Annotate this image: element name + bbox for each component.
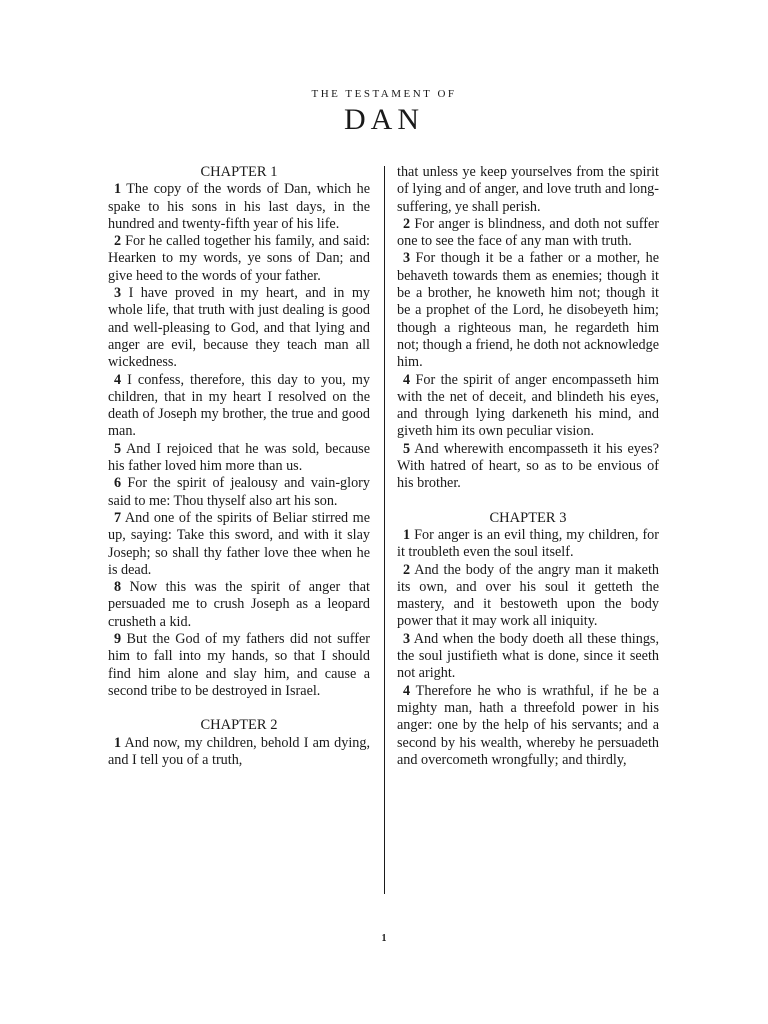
verse-text: But the God of my fathers did not suffer him to fall into my hands, so that I should find him alone and slay him, and cause a second tribe to be destroyed in Israel. [108, 631, 370, 699]
verse-number: 2 [403, 561, 411, 578]
book-title: DAN [344, 103, 424, 136]
verse-text: And I rejoiced that he was sold, because his father loved him more than us. [108, 440, 370, 475]
verse-number: 6 [114, 475, 122, 492]
verse [108, 441, 370, 476]
chapter-heading: CHAPTER 1 [200, 164, 278, 180]
page-number: 1 [381, 933, 387, 944]
verse-text: For the spirit of anger encompasseth him with the net of deceit, and blindeth his eyes, and through lying darkeneth his mind, and giveth him its own peculiar vision. [397, 371, 659, 440]
verse-text: I have proved in my heart, and in my whole life, that truth with just dealing is good and well-pleasing to God, and that lying and anger are evil, because they teach man all wickedness. [108, 285, 370, 371]
verse-number: 3 [114, 285, 122, 302]
verse-number: 9 [114, 631, 122, 648]
verse-continuation: that unless ye keep yourselves from the spirit of lying and of anger, and love truth and long-suffering, ye shall perish. [397, 164, 659, 215]
left-column [108, 164, 370, 769]
verse [397, 562, 659, 631]
verse-text: The copy of the words of Dan, which he spake to his sons in his last days, in the hundred and twenty-fifth year of his life. [108, 181, 370, 232]
verse-text: And now, my children, behold I am dying, and I tell you of a truth, [108, 734, 370, 768]
verse-number: 1 [403, 526, 411, 543]
verse [397, 441, 659, 493]
verse-number: 5 [114, 440, 122, 457]
verse-text: Therefore he who is wrathful, if he be a mighty man, hath a threefold power in his anger: one by the help of his servants; and a second by his wealth, whereby he persuadeth and overcometh wrongfully; and thirdly, [397, 682, 659, 768]
verse-text: And when the body doeth all these things, the soul justifieth what is done, since it seeth not aright. [397, 630, 659, 682]
verse [108, 233, 370, 285]
column-divider [384, 166, 385, 894]
verse [397, 527, 659, 562]
page-header [0, 88, 768, 137]
verse-text: For though it be a father or a mother, he behaveth towards them as enemies; though it be a brother, he knoweth him not; though it be a prophet of the Lord, he disobeyeth him; though a righteous man, he regardeth him not; though a friend, he doth not acknowledge him. [397, 250, 659, 371]
chapter-heading: CHAPTER 3 [489, 509, 567, 526]
verse-number: 1 [114, 181, 122, 198]
verse [108, 285, 370, 371]
verse [108, 475, 370, 510]
verse [397, 250, 659, 371]
verse [108, 579, 370, 631]
verse-text: And one of the spirits of Beliar stirred me up, saying: Take this sword, and with it slay Joseph; so shall thy father love thee when he is dead. [108, 509, 370, 578]
verse-number: 1 [114, 734, 122, 751]
verse-number: 3 [403, 630, 411, 647]
verse-text: I confess, therefore, this day to you, my children, that in my heart I resolved on the death of Joseph my brother, the true and good man. [108, 371, 370, 440]
verse [108, 372, 370, 441]
verse [397, 372, 659, 441]
verse-text: And wherewith encompasseth it his eyes? With hatred of heart, so as to be envious of his brother. [397, 440, 659, 492]
verse [397, 631, 659, 683]
verse [108, 181, 370, 233]
verse-number: 3 [403, 250, 411, 267]
verse-number: 2 [403, 215, 411, 232]
verse-text: For anger is an evil thing, my children, for it troubleth even the soul itself. [397, 526, 659, 561]
verse [397, 216, 659, 251]
verse-number: 5 [403, 440, 411, 457]
verse [108, 631, 370, 700]
verse-text: Now this was the spirit of anger that persuaded me to crush Joseph as a leopard crusheth a kid. [108, 579, 370, 630]
verse-text: And the body of the angry man it maketh its own, and over his soul it getteth the mastery, and it bestoweth upon the body power that it may work all iniquity. [397, 561, 659, 630]
verse [108, 735, 370, 770]
verse-number: 4 [114, 371, 122, 388]
book-subtitle: THE TESTAMENT OF [311, 88, 457, 100]
verse-number: 7 [114, 509, 122, 526]
verse-number: 8 [114, 579, 122, 596]
verse-number: 2 [114, 233, 122, 250]
verse-number: 4 [403, 682, 411, 699]
verse-text: For anger is blindness, and doth not suffer one to see the face of any man with truth. [397, 215, 659, 250]
verse-number: 4 [403, 371, 411, 388]
chapter-heading: CHAPTER 2 [200, 717, 278, 734]
verse-text: For he called together his family, and said: Hearken to my words, ye sons of Dan; and give heed to the words of your father. [108, 233, 370, 284]
right-column [397, 164, 659, 769]
verse-text: For the spirit of jealousy and vain-glory said to me: Thou thyself also art his son. [108, 475, 370, 509]
verse [108, 510, 370, 579]
verse [397, 683, 659, 769]
